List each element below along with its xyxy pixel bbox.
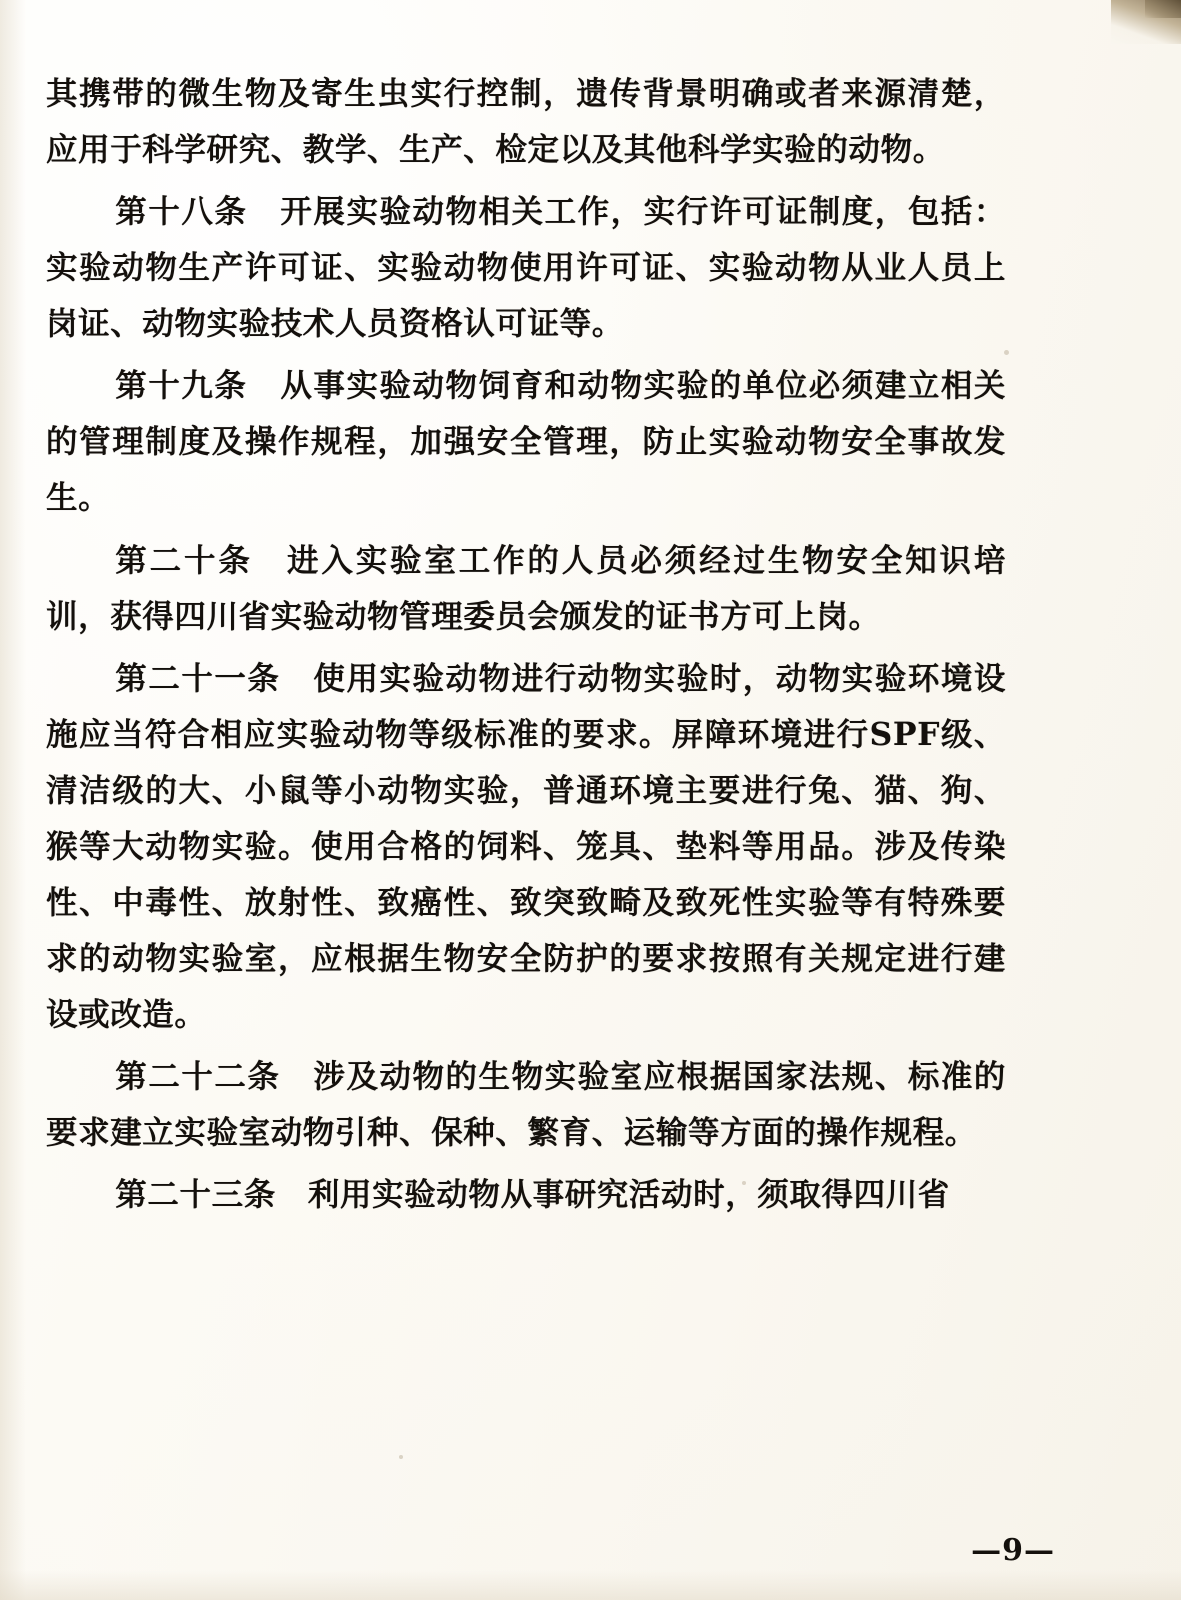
paragraph-article-23: 第二十三条 利用实验动物从事研究活动时，须取得四川省 <box>115 1176 950 1214</box>
paragraph-article-18: 第十八条 开展实验动物相关工作，实行许可证制度，包括：实验动物生产许可证、实验动物使用许可证、实验动物从业人员上岗证、动物实验技术人员资格认可证等。 <box>46 193 1006 343</box>
page-corner-shadow-inner <box>1145 0 1181 18</box>
paragraph-article-19: 第十九条 从事实验动物饲育和动物实验的单位必须建立相关的管理制度及操作规程，加强安全管理，防止实验动物安全事故发生。 <box>46 367 1006 517</box>
paragraph-article-22: 第二十二条 涉及动物的生物实验室应根据国家法规、标准的要求建立实验室动物引种、保种、繁育、运输等方面的操作规程。 <box>46 1058 1006 1152</box>
page-number: —9— <box>971 1533 1055 1568</box>
paragraph-continued: 其携带的微生物及寄生虫实行控制，遗传背景明确或者来源清楚，应用于科学研究、教学、生产、检定以及其他科学实验的动物。 <box>46 75 1006 169</box>
paragraph-article-20: 第二十条 进入实验室工作的人员必须经过生物安全知识培训，获得四川省实验动物管理委员会颁发的证书方可上岗。 <box>46 541 1006 635</box>
scan-speck <box>399 1455 403 1459</box>
document-body <box>46 66 1006 1229</box>
page-left-edge-shading <box>0 0 26 1600</box>
page-bottom-edge-shading <box>0 1570 1181 1600</box>
paragraph-article-21: 第二十一条 使用实验动物进行动物实验时，动物实验环境设施应当符合相应实验动物等级标准的要求。屏障环境进行SPF级、清洁级的大、小鼠等小动物实验，普通环境主要进行兔、猫、狗、猴等大动物实验。使用合格的饲料、笼具、垫料等用品。涉及传染性、中毒性、放射性、致癌性、致突致畸及致死性实验等有特殊要求的动物实验室，应根据生物安全防护的要求按照有关规定进行建设或改造。 <box>46 659 1006 1033</box>
